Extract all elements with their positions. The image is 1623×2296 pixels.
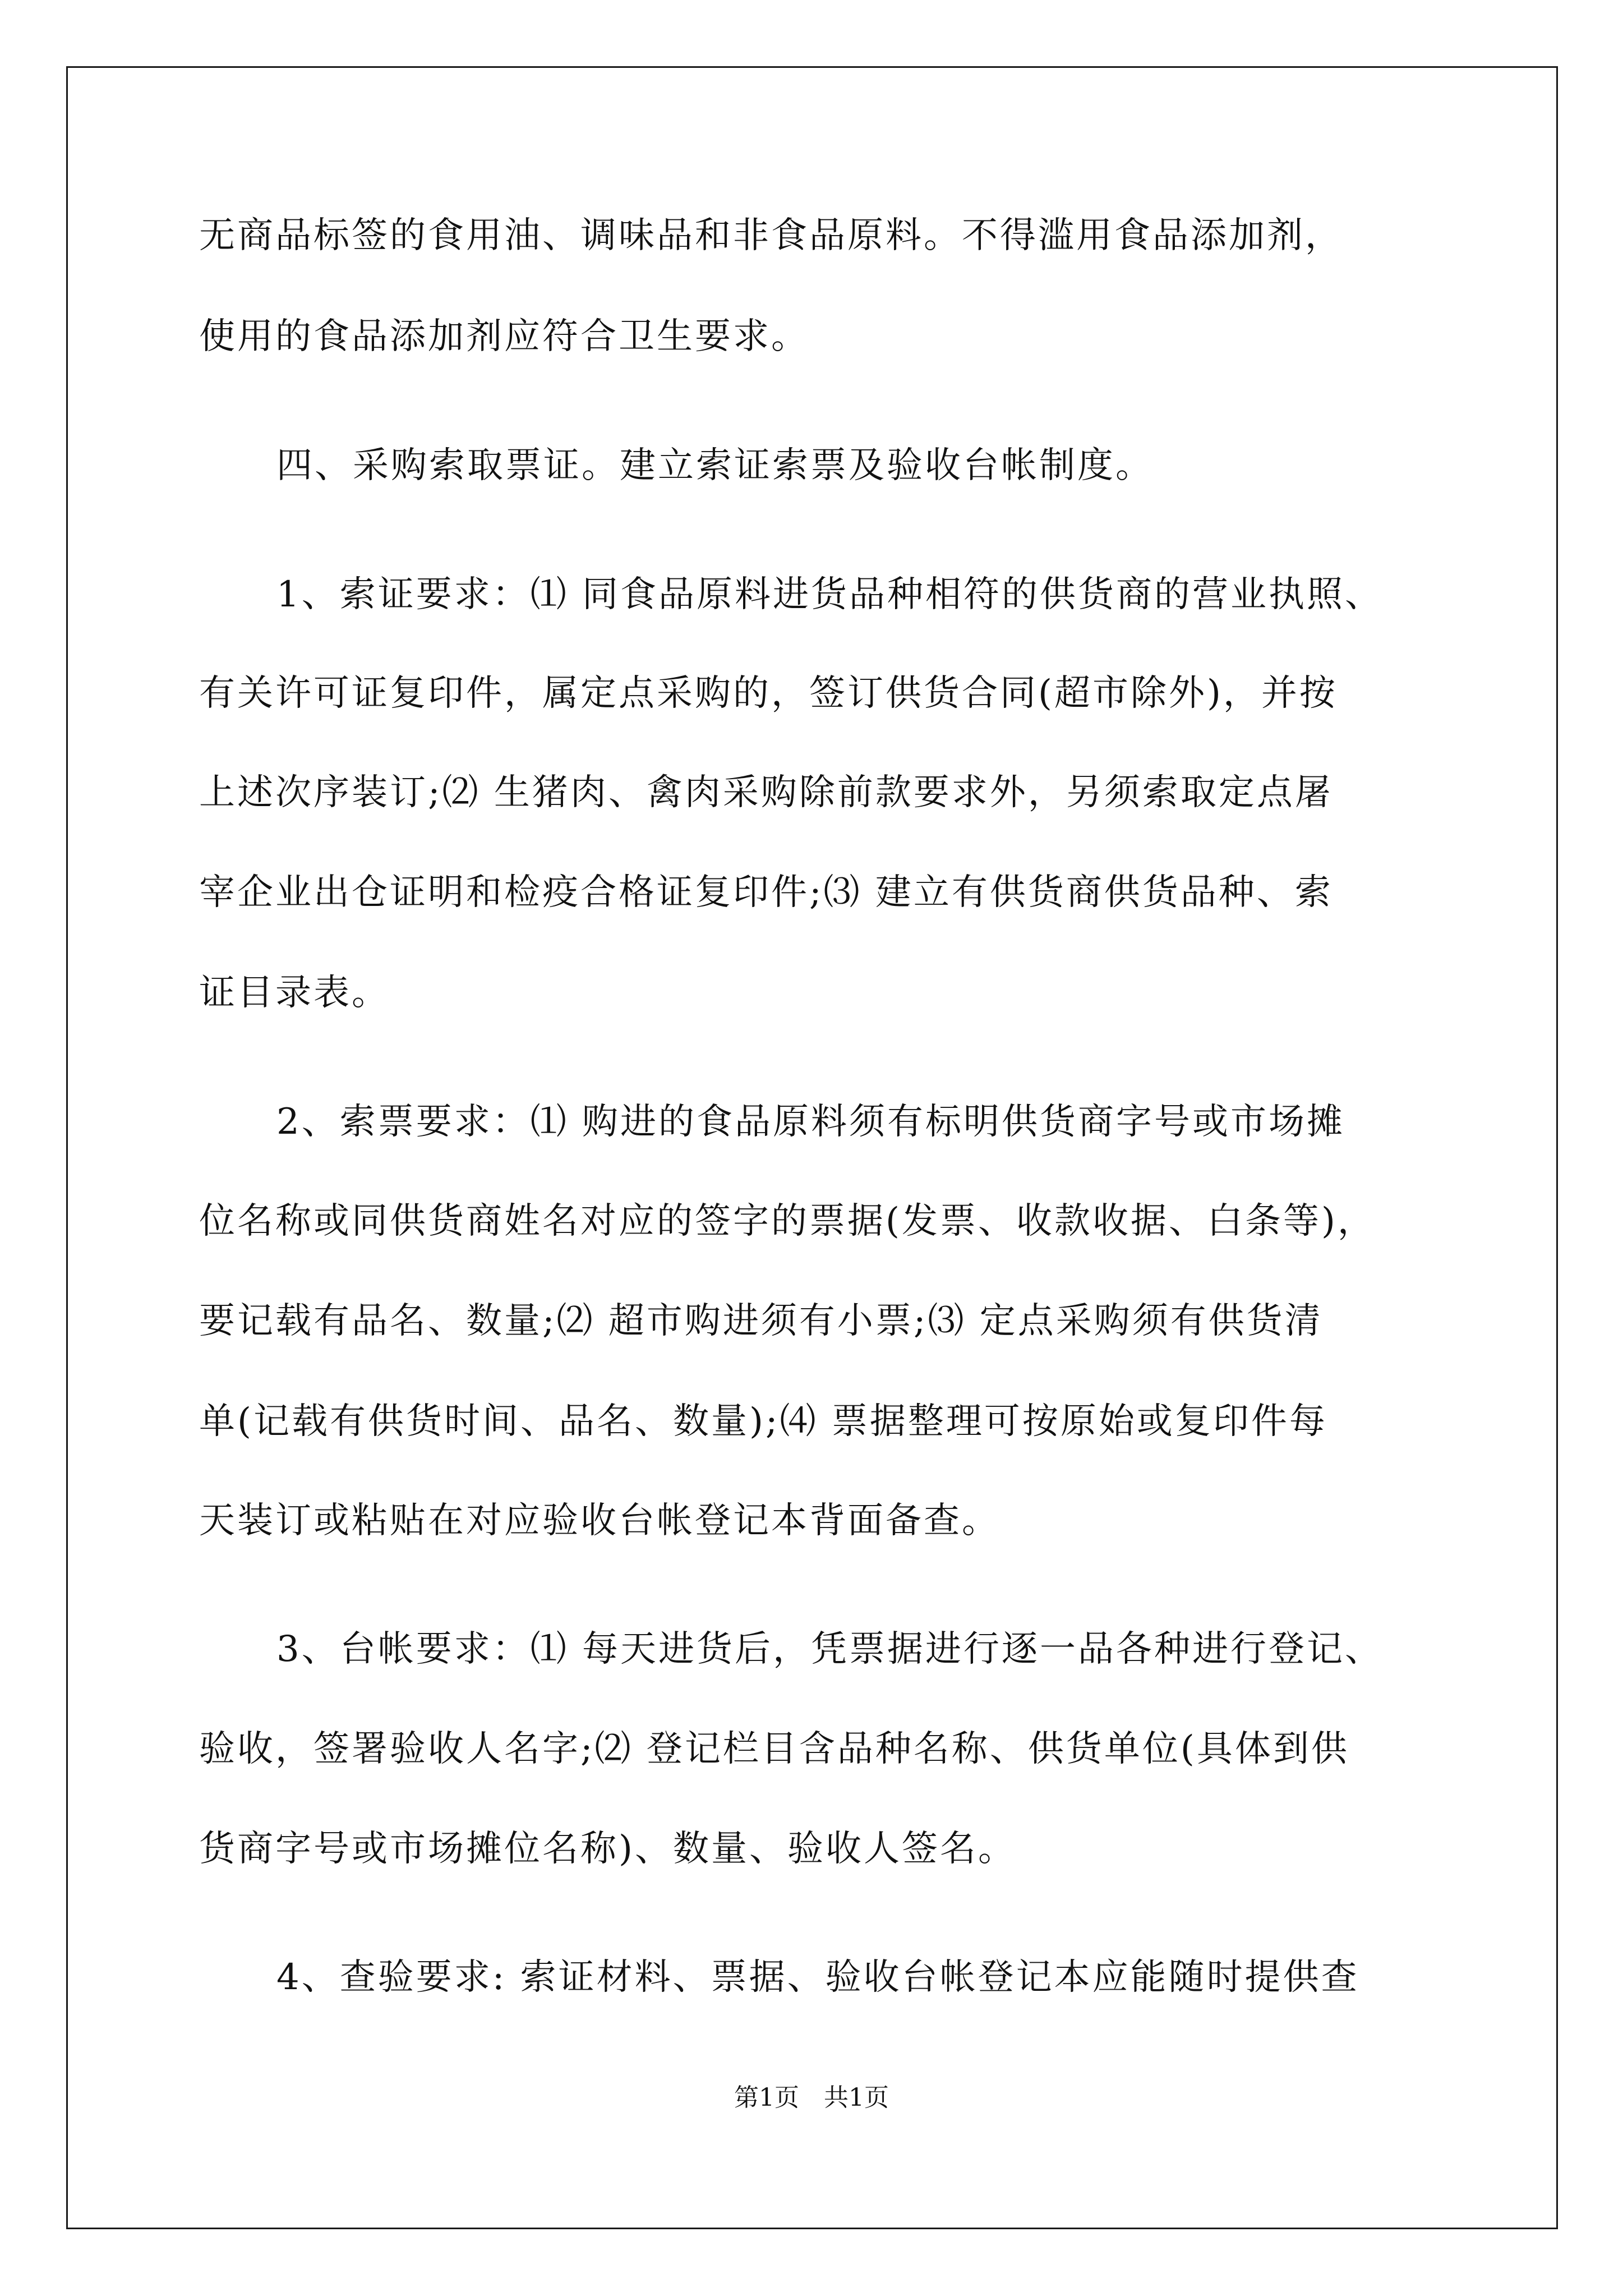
paragraph-start: 2、索票要求：⑴ 购进的食品原料须有标明供货商字号或市场摊	[276, 1101, 1345, 1143]
text-line: 货商字号或市场摊位名称)、数量、验收人签名。	[199, 1828, 1016, 1870]
text-line: 验收，签署验收人名字;⑵ 登记栏目含品种名称、供货单位(具体到供	[199, 1728, 1349, 1770]
text-line: 上述次序装订;⑵ 生猪肉、禽肉采购除前款要求外，另须索取定点屠	[199, 772, 1333, 813]
paragraph-start: 3、台帐要求：⑴ 每天进货后，凭票据进行逐一品各种进行登记、	[276, 1628, 1384, 1670]
text-line: 位名称或同供货商姓名对应的签字的票据(发票、收款收据、白条等)，	[199, 1200, 1376, 1242]
text-line: 使用的食品添加剂应符合卫生要求。	[199, 316, 809, 357]
text-line: 单(记载有供货时间、品名、数量);⑷ 票据整理可按原始或复印件每	[199, 1401, 1327, 1442]
section-heading: 四、采购索取票证。建立索证索票及验收台帐制度。	[276, 445, 1154, 486]
text-line: 有关许可证复印件，属定点采购的，签订供货合同(超市除外)，并按	[199, 673, 1338, 714]
paragraph-start: 1、索证要求：⑴ 同食品原料进货品种相符的供货商的营业执照、	[276, 574, 1384, 615]
text-line: 无商品标签的食用油、调味品和非食品原料。不得滥用食品添加剂，	[199, 215, 1343, 256]
page-footer: 第1页 共1页	[734, 2083, 889, 2112]
text-line: 宰企业出仓证明和检疫合格证复印件;⑶ 建立有供货商供货品种、索	[199, 872, 1333, 913]
paragraph-start: 4、查验要求: 索证材料、票据、验收台帐登记本应能随时提供查	[276, 1957, 1359, 1998]
page-border	[66, 66, 1558, 2229]
text-line: 证目录表。	[199, 972, 390, 1014]
text-line: 天装订或粘贴在对应验收台帐登记本背面备查。	[199, 1500, 1000, 1542]
text-line: 要记载有品名、数量;⑵ 超市购进须有小票;⑶ 定点采购须有供货清	[199, 1300, 1323, 1342]
